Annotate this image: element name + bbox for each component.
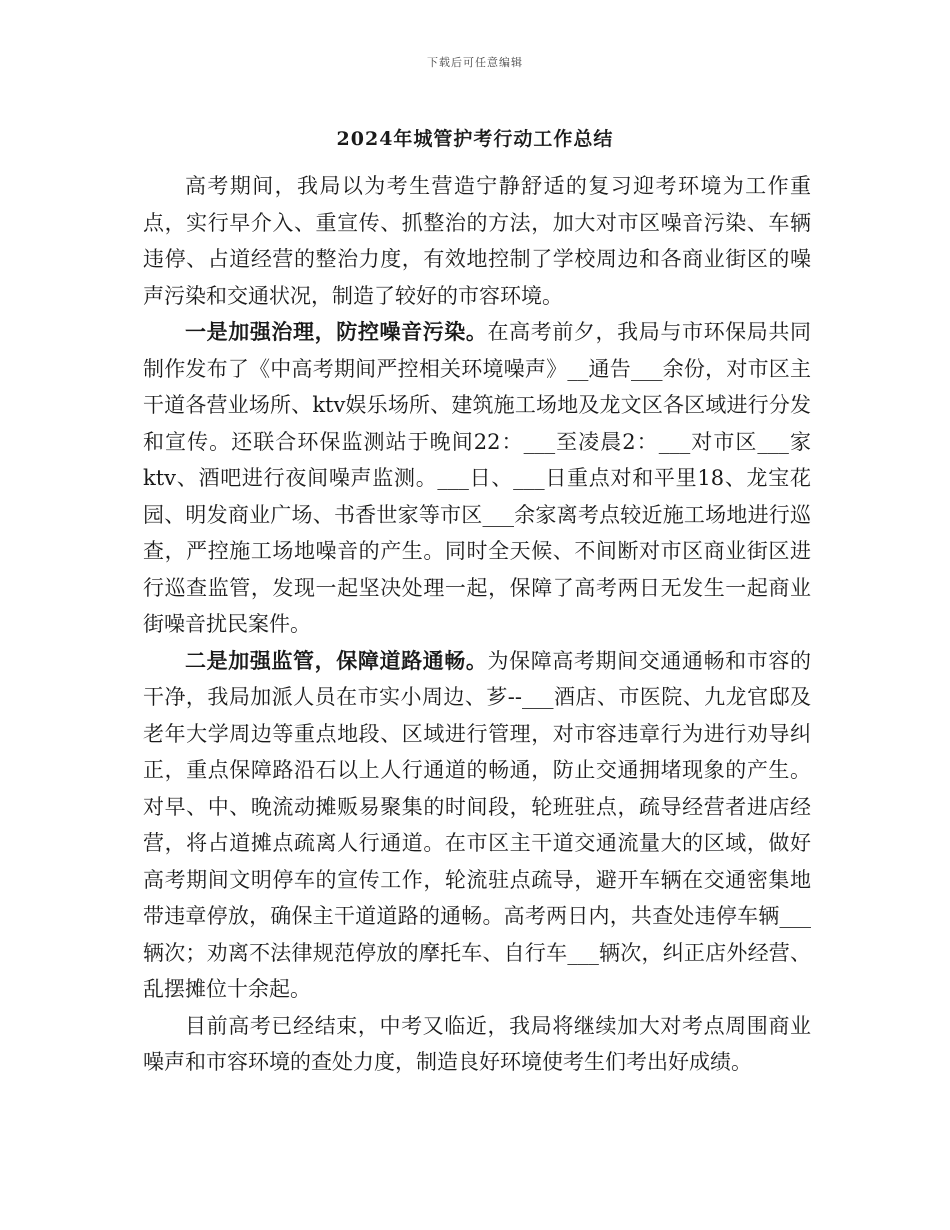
paragraph-text: 为保障高考期间交通通畅和市容的干净，我局加派人员在市实小周边、芗--___酒店、市医院、九龙官邸及老年大学周边等重点地段、区域进行管理，对市容违章行为进行劝导纠正，重点保障路沿石以上人行通道的畅通，防止交通拥堵现象的产生。对早、中、晚流动摊贩易聚集的时间段，轮班驻点，疏导经营者进店经营，将占道摊点疏离人行通道。在市区主干道交通流量大的区域，做好高考期间文明停车的宣传工作，轮流驻点疏导，避开车辆在交通密集地带违章停放，确保主干道道路的通畅。高考两日内，共查处违停车辆___辆次；劝离不法律规范停放的摩托车、自行车___辆次，纠正店外经营、乱摆摊位十余起。 xyxy=(143,648,811,1001)
paragraph-road-control xyxy=(143,643,811,1008)
page-title: 2024年城管护考行动工作总结 xyxy=(336,128,614,150)
paragraph-intro xyxy=(143,168,811,314)
document-body xyxy=(143,168,811,1081)
paragraph-lead: 二是加强监管，保障道路通畅。 xyxy=(185,647,488,673)
paragraph-text: 在高考前夕，我局与市环保局共同制作发布了《中高考期间严控相关环境噪声》__通告___余份，对市区主干道各营业场所、ktv娱乐场所、建筑施工场地及龙文区各区域进行分发和宣传。还联合环保监测站于晚间22：___至凌晨2：___对市区___家ktv、酒吧进行夜间噪声监测。___日、___日重点对和平里18、龙宝花园、明发商业广场、书香世家等市区___余家离考点较近施工场地进行巡查，严控施工场地噪音的产生。同时全天候、不间断对市区商业街区进行巡查监管，发现一起坚决处理一起，保障了高考两日无发生一起商业街噪音扰民案件。 xyxy=(143,320,811,636)
paragraph-text: 高考期间，我局以为考生营造宁静舒适的复习迎考环境为工作重点，实行早介入、重宣传、抓整治的方法，加大对市区噪音污染、车辆违停、占道经营的整治力度，有效地控制了学校周边和各商业街区的噪声污染和交通状况，制造了较好的市容环境。 xyxy=(143,174,811,308)
paragraph-lead: 一是加强治理，防控噪音污染。 xyxy=(185,319,488,344)
header-note: 下载后可任意编辑 xyxy=(427,56,523,69)
paragraph-noise-control xyxy=(143,314,811,643)
paragraph-conclusion xyxy=(143,1008,811,1081)
paragraph-text: 目前高考已经结束，中考又临近，我局将继续加大对考点周围商业噪声和市容环境的查处力度，制造良好环境使考生们考出好成绩。 xyxy=(143,1013,811,1074)
